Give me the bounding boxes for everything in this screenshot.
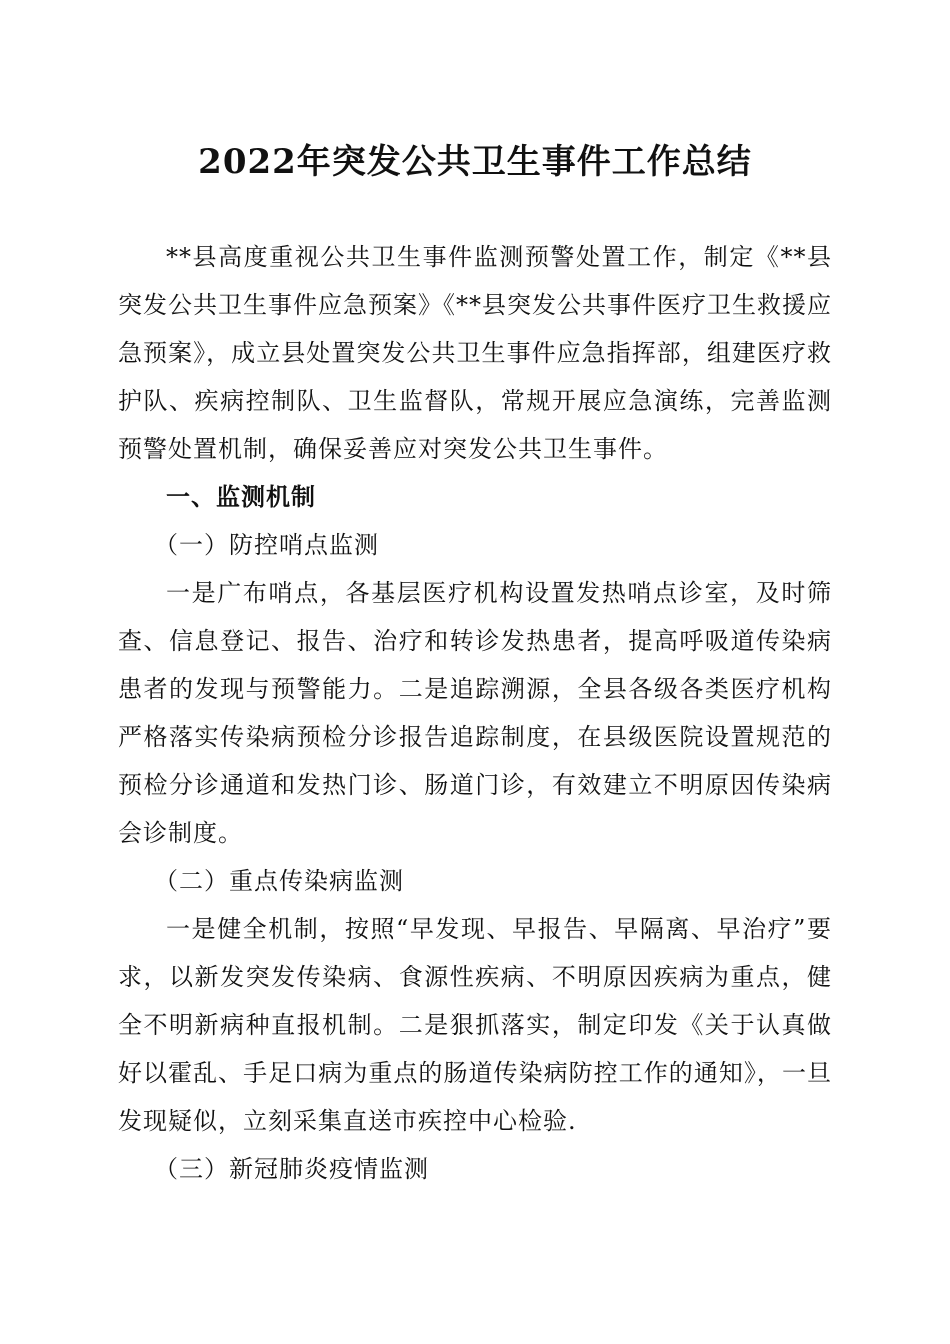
key-disease-monitoring-paragraph: 一是健全机制，按照“早发现、早报告、早隔离、早治疗”要求，以新发突发传染病、食源性疾病、不明原因疾病为重点，健全不明新病种直报机制。二是狠抓落实，制定印发《关于认真做好以霍乱、手足口病为重点的肠道传染病防控工作的通知》，一旦发现疑似，立刻采集直送市疾控中心检验. [118, 915, 832, 1135]
sentinel-monitoring-paragraph: 一是广布哨点，各基层医疗机构设置发热哨点诊室，及时筛查、信息登记、报告、治疗和转诊发热患者，提高呼吸道传染病患者的发现与预警能力。二是追踪溯源，全县各级各类医疗机构严格落实传染病预检分诊报告追踪制度，在县级医院设置规范的预检分诊通道和发热门诊、肠道门诊，有效建立不明原因传染病会诊制度。 [118, 579, 832, 847]
intro-paragraph: **县高度重视公共卫生事件监测预警处置工作，制定《**县突发公共卫生事件应急预案》《**县突发公共事件医疗卫生救援应急预案》，成立县处置突发公共卫生事件应急指挥部，组建医疗救护队、疾病控制队、卫生监督队，常规开展应急演练，完善监测预警处置机制，确保妥善应对突发公共卫生事件。 [118, 243, 832, 463]
subsection-heading-covid-monitoring: （三）新冠肺炎疫情监测 [154, 1155, 429, 1183]
subsection-heading-key-disease-monitoring: （二）重点传染病监测 [154, 867, 404, 895]
section-heading-monitoring-mechanism: 一、监测机制 [166, 483, 316, 511]
subsection-heading-sentinel-monitoring: （一）防控哨点监测 [154, 531, 379, 559]
document-title: 2022年突发公共卫生事件工作总结 [198, 142, 752, 182]
